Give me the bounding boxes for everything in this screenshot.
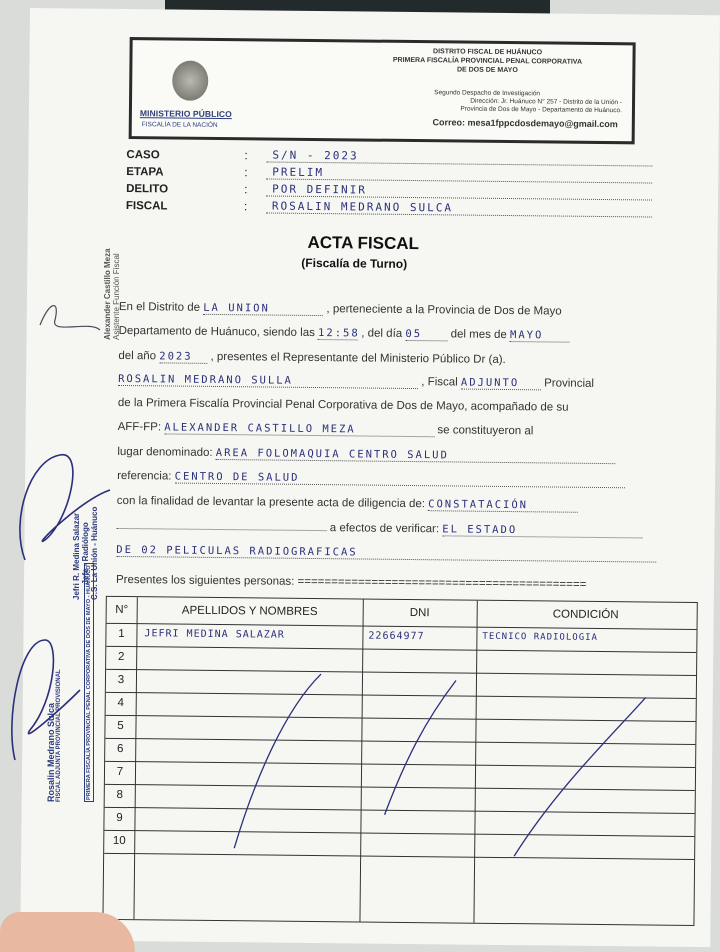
etapa-label: ETAPA [126,166,164,179]
caso-value: S/N - 2023 [266,148,652,166]
fiscal-nombre-value: ROSALIN MEDRANO SULLA [118,373,418,389]
text: Departamento de Huánuco, siendo las [118,324,315,340]
text: Provincial [544,377,595,390]
rosalin-name: Rosalin Medrano Sulca [46,702,56,802]
row-number: 1 [118,627,125,641]
row1-condicion: TECNICO RADIOLOGIA [482,631,599,643]
alex-role: Asistente Función Fiscal [112,253,121,340]
row-number: 8 [116,788,124,802]
alex-name: Alexander Castillo Meza [103,248,112,340]
text: a efectos de verificar: [329,522,440,536]
text: , perteneciente a la Provincia de Dos de Mayo [326,303,562,318]
stamp-rosalin [46,669,62,802]
text: referencia: [117,469,172,483]
referencia-value: CENTRO DE SALUD [175,471,625,489]
text: lugar denominado: [117,445,213,459]
row-number: 9 [116,811,123,825]
fiscal-label: FISCAL [125,200,168,213]
presentes-line: Presentes los siguientes personas: =========================================== [115,573,587,591]
row-number: 5 [117,719,124,733]
fiscalia-nacion: FISCALÍA DE LA NACIÓN [141,121,218,129]
row1-dni: 22664977 [368,630,425,643]
row-number: 6 [116,742,124,756]
row-number: 10 [112,834,126,848]
etapa-value: PRELIM [266,165,652,183]
text: se constituyeron al [437,424,534,438]
fiscal-value: ROSALIN MEDRANO SULCA [266,199,652,217]
fiscal-cargo-value: ADJUNTO [461,377,541,391]
row-number: 7 [116,765,124,779]
finger [0,912,135,952]
text: , Fiscal [421,376,458,389]
document-subtitle: (Fiscalía de Turno) [301,255,408,271]
dos-de-mayo: DE DOS DE MAYO [456,66,518,75]
jefri-role: Jefe - Radiólogo [81,522,90,585]
text: , del día [361,327,403,340]
delito-label: DELITO [126,183,169,196]
verificar-value-cont: DE 02 PELICULAS RADIOGRAFICAS [116,544,656,563]
row-number: 3 [117,673,125,687]
distrito-value: LA UNION [203,302,323,316]
col-header-dni: DNI [409,607,430,620]
lugar-value: AREA FOLOMAQUIA CENTRO SALUD [216,447,616,464]
text: del mes de [450,328,507,342]
col-header-condicion: CONDICIÓN [552,608,619,622]
mes-value: MAYO [510,329,570,343]
delito-value: POR DEFINIR [266,182,652,200]
caso-label: CASO [126,149,160,162]
verificar-value: EL ESTADO [442,523,642,538]
text: En el Distrito de [118,300,201,314]
text: con la finalidad de levantar la presente acta de diligencia de: [116,494,426,511]
body-line-5: de la Primera Fiscalía Provincial Penal Corporativa de Dos de Mayo, acompañado de su [117,396,569,414]
hora-value: 12:58 [318,327,360,340]
colon: : [244,148,248,163]
document-title: ACTA FISCAL [307,232,420,254]
text: del año [118,349,157,363]
stamp-alexander [103,248,121,340]
aff-value: ALEXANDER CASTILLO MEZA [164,421,434,437]
colon: : [244,165,248,180]
rosalin-role: FISCAL ADJUNTA PROVINCIAL PROVISIONAL [56,669,62,802]
ministerio-title: MINISTERIO PÚBLICO [139,108,232,120]
row1-nombre: JEFRI MEDINA SALAZAR [144,628,285,641]
col-header-n: N° [115,603,129,617]
fiscalia-name: PRIMERA FISCALÍA PROVINCIAL PENAL CORPORATIVA [392,56,583,66]
dia-value: 05 [405,328,447,341]
stamp-rosalin-org [84,563,94,802]
jefri-name: Jefri R. Medina Salazar [72,512,81,600]
text: AFF-FP: [117,420,162,434]
distrito-fiscal: DISTRITO FISCAL DE HUÁNUCO [433,48,543,57]
text: , presentes el Representante del Ministerio Público Dr (a). [210,350,506,367]
diligencia-value: CONSTATACIÓN [428,498,578,513]
row-number: 4 [117,696,124,710]
col-header-nombres: APELLIDOS Y NOMBRES [181,604,318,619]
colon: : [243,199,248,214]
direccion: Dirección: Jr. Huánuco N° 257 - Distrito de la Unión - [470,97,623,107]
anio-value: 2023 [159,350,207,364]
despacho: Segundo Despacho de Investigación [434,89,541,98]
jefri-place: C.S. La Unión - Huánuco [90,506,99,600]
provincia: Provincia de Dos de Mayo - Departamento de Huánuco. [460,105,622,115]
rosalin-org: PRIMERA FISCALÍA PROVINCIAL PENAL CORPORATIVA DE DOS DE MAYO - HUÁNUCO [86,565,92,800]
colon: : [244,182,248,197]
correo: Correo: mesa1fppcdosdemayo@gmail.com [432,117,618,130]
row-number: 2 [117,650,125,664]
